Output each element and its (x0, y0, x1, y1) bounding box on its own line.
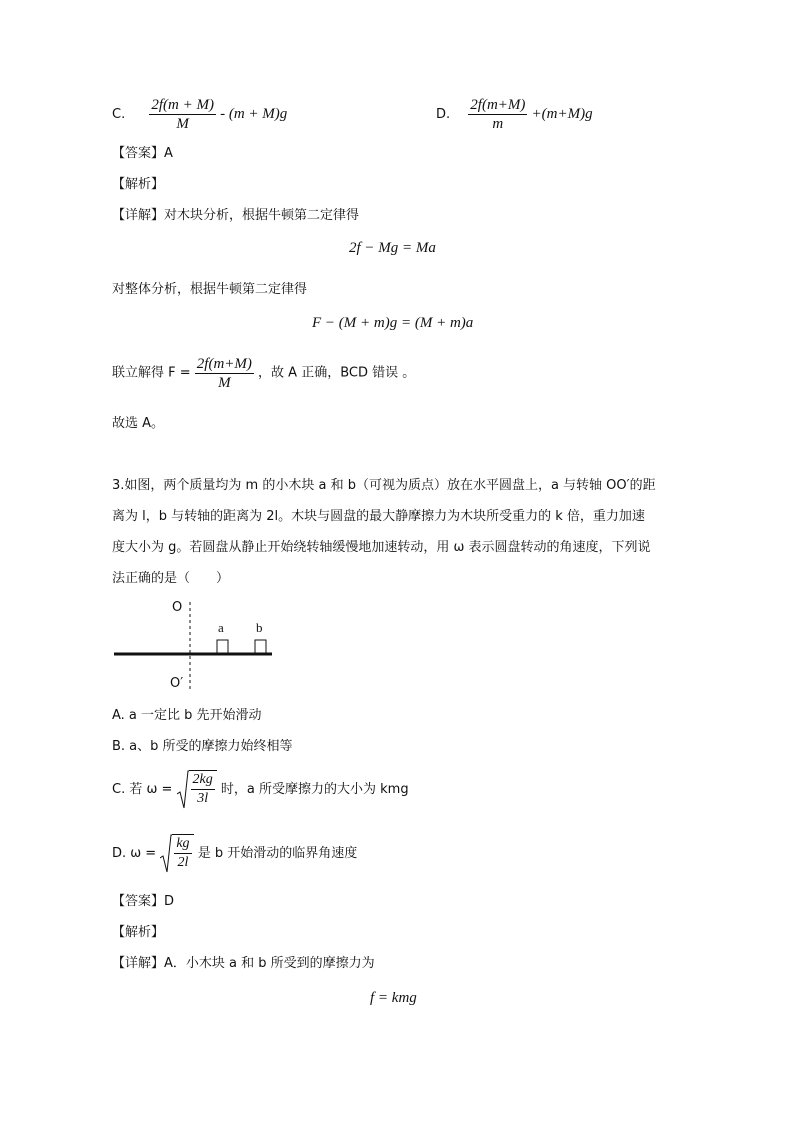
q3-stem-line-2: 离为 l，b 与转轴的距离为 2l。木块与圆盘的最大静摩擦力为木块所受重力的 k 倍，重力加速 (112, 509, 645, 524)
q2-option-d-tail: +(m+M)g (531, 106, 593, 122)
q2-solution-prefix: 联立解得 F = (112, 365, 191, 381)
q2-solution-suffix: ，故 A 正确，BCD 错误 。 (258, 365, 416, 381)
q3-stem-line-3: 度大小为 g。若圆盘从静止开始绕转轴缓慢地加速转动，用 ω 表示圆盘转动的角速度，下列说 (112, 540, 651, 555)
q2-option-c-tail: - (m + M)g (220, 106, 288, 122)
q3-option-d-suffix: 是 b 开始滑动的临界角速度 (197, 846, 358, 861)
axis-label-top: O (172, 600, 183, 615)
q2-equation-2: F − (M + m)g = (M + m)a (312, 315, 474, 331)
radical-sign-icon (177, 770, 189, 810)
q2-solution-numerator: 2f(m+M) (196, 356, 252, 372)
q3-option-c-denominator: 3l (197, 791, 209, 806)
q2-equation-1: 2f − Mg = Ma (349, 240, 436, 256)
q3-equation: f = kmg (370, 990, 417, 1006)
q2-option-d-numerator: 2f(m+M) (470, 97, 526, 113)
q3-option-d-numerator: kg (174, 835, 191, 854)
block-a (217, 640, 228, 653)
q3-detail-intro: 【详解】A．小木块 a 和 b 所受到的摩擦力为 (112, 956, 375, 971)
q3-option-d (112, 834, 357, 874)
q2-whole-intro: 对整体分析，根据牛顿第二定律得 (112, 282, 308, 297)
q3-answer: 【答案】D (112, 894, 175, 909)
radical-sign-icon (160, 834, 172, 874)
q3-option-c-sqrt (177, 770, 217, 810)
q2-option-d-fraction (468, 96, 527, 133)
q2-detail-intro: 【详解】对木块分析，根据牛顿第二定律得 (112, 208, 360, 223)
q2-option-c-fraction (149, 96, 216, 133)
q3-figure (112, 600, 274, 694)
q2-option-d-label: D. (436, 107, 451, 122)
q2-option-d (436, 96, 593, 133)
q3-option-c (112, 770, 409, 810)
q2-solution-denominator: M (218, 375, 231, 391)
q2-option-c-denominator: M (176, 116, 189, 132)
q3-option-c-prefix: C. 若 ω = (112, 782, 173, 797)
axis-label-bottom: O′ (170, 676, 184, 691)
block-b-label: b (256, 620, 263, 635)
q2-choose: 故选 A。 (112, 416, 165, 431)
q2-answer: 【答案】A (112, 146, 173, 161)
q3-stem-line-1: 3.如图，两个质量均为 m 的小木块 a 和 b（可视为质点）放在水平圆盘上，a 与转轴 OO′的距 (112, 478, 656, 493)
q2-option-c-label: C. (112, 107, 126, 122)
q3-option-c-suffix: 时，a 所受摩擦力的大小为 kmg (220, 782, 409, 797)
q2-analysis-heading: 【解析】 (112, 177, 165, 192)
q2-solution-fraction (195, 355, 254, 392)
q2-option-d-denominator: m (492, 116, 504, 132)
q3-stem-line-4: 法正确的是（ ） (112, 571, 230, 586)
q2-option-c-numerator: 2f(m + M) (151, 97, 214, 113)
block-a-label: a (218, 620, 224, 635)
q3-option-d-denominator: 2l (177, 855, 189, 870)
block-b (255, 640, 266, 653)
q3-option-a: A. a 一定比 b 先开始滑动 (112, 708, 262, 723)
q3-analysis-heading: 【解析】 (112, 925, 165, 940)
q3-option-c-radicand (189, 770, 217, 810)
q3-option-d-prefix: D. ω = (112, 846, 157, 861)
q3-option-d-sqrt (160, 834, 193, 874)
q2-solution-line (112, 355, 415, 392)
q2-option-c (112, 96, 287, 133)
q3-option-d-radicand (172, 834, 193, 874)
q3-option-c-numerator: 2kg (191, 771, 215, 790)
q3-option-b: B. a、b 所受的摩擦力始终相等 (112, 739, 293, 754)
turntable-diagram (112, 600, 274, 694)
